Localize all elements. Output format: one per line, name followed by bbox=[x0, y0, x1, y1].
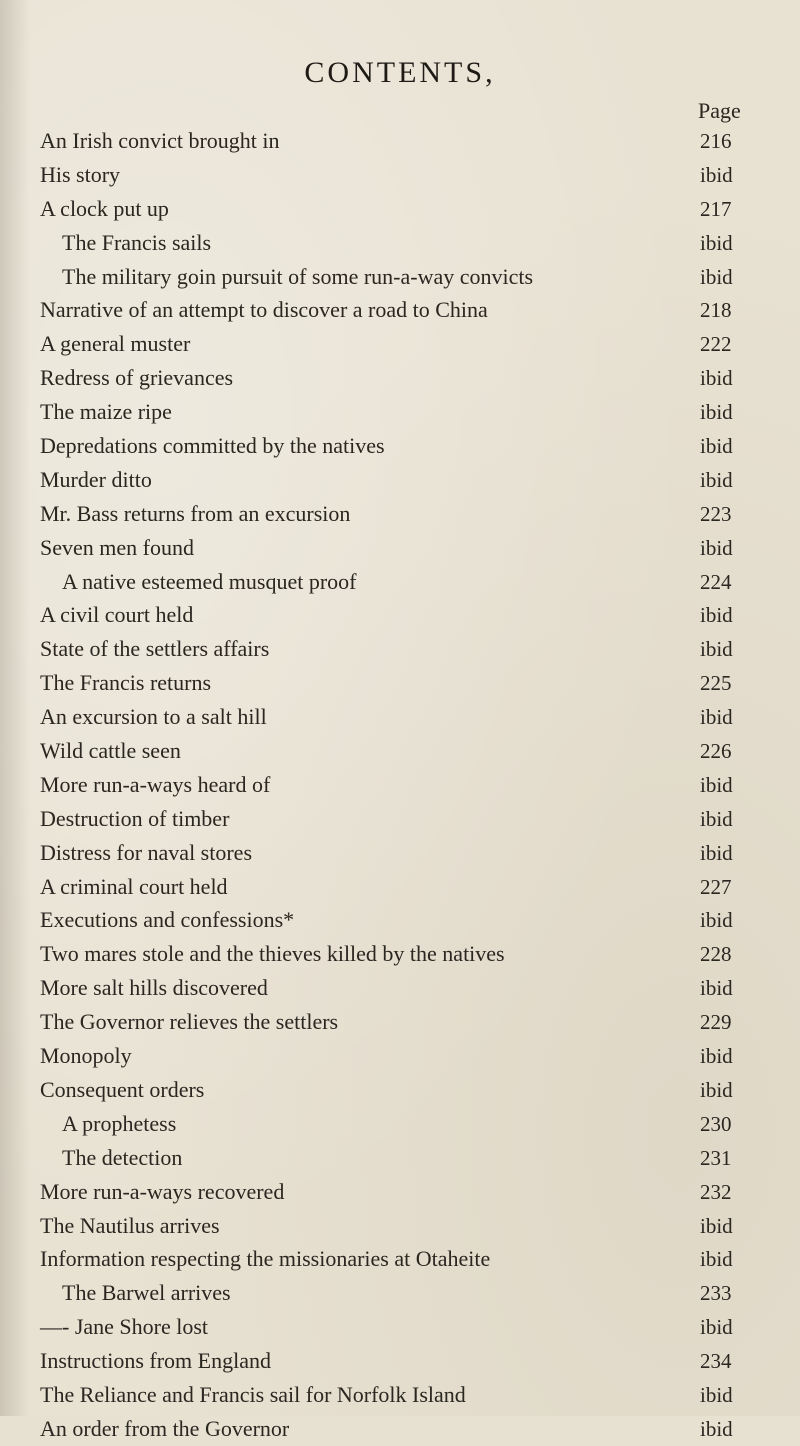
toc-entry-title: The detection bbox=[62, 1144, 183, 1170]
toc-entry-page: ibid bbox=[700, 400, 733, 425]
toc-entry-page: ibid bbox=[700, 434, 733, 459]
toc-entry-page: 228 bbox=[700, 942, 732, 967]
toc-entry-title: A prophetess bbox=[62, 1110, 177, 1136]
toc-entry-title: An Irish convict brought in bbox=[40, 128, 280, 153]
toc-entry bbox=[40, 395, 800, 429]
toc-entry bbox=[40, 971, 800, 1005]
toc-entry-title: An order from the Governor bbox=[40, 1415, 290, 1441]
toc-entry-title: The Francis sails bbox=[62, 229, 212, 255]
table-of-contents bbox=[40, 124, 800, 1446]
toc-entry bbox=[40, 1073, 800, 1107]
toc-entry-title: Redress of grievances bbox=[40, 365, 234, 391]
toc-entry-title: Executions and confessions* bbox=[40, 907, 295, 933]
toc-entry bbox=[40, 463, 800, 497]
toc-entry-page: 225 bbox=[700, 671, 732, 696]
toc-entry-title: A clock put up bbox=[40, 195, 169, 221]
toc-entry bbox=[40, 429, 800, 463]
toc-entry-title: The maize ripe bbox=[40, 399, 172, 425]
toc-entry bbox=[40, 870, 800, 904]
toc-entry-page: ibid bbox=[700, 1077, 733, 1102]
toc-entry bbox=[40, 158, 800, 192]
toc-entry-page: 222 bbox=[700, 332, 732, 357]
toc-entry-page: ibid bbox=[700, 772, 733, 797]
toc-entry-title: Distress for naval stores bbox=[40, 839, 253, 865]
toc-entry-title: State of the settlers affairs bbox=[40, 636, 270, 662]
toc-entry bbox=[40, 226, 800, 260]
toc-entry-page: ibid bbox=[700, 705, 733, 730]
toc-entry-title: The Nautilus arrives bbox=[40, 1212, 220, 1238]
toc-entry-page: 231 bbox=[700, 1145, 732, 1170]
toc-entry-title: The Barwel arrives bbox=[62, 1280, 231, 1306]
binding-shadow bbox=[0, 0, 30, 1416]
toc-entry-page: ibid bbox=[700, 1416, 733, 1441]
toc-entry-title: A general muster bbox=[40, 331, 191, 357]
toc-entry bbox=[40, 293, 800, 327]
toc-entry-title: Narrative of an attempt to discover a road to China bbox=[40, 297, 488, 323]
toc-entry-title: Two mares stole and the thieves killed by the natives bbox=[40, 941, 505, 967]
toc-entry-title: An excursion to a salt hill bbox=[40, 704, 267, 730]
toc-entry bbox=[40, 666, 800, 700]
toc-entry-page: ibid bbox=[700, 467, 733, 492]
toc-entry-title: The Reliance and Francis sail for Norfolk Island bbox=[40, 1381, 466, 1407]
toc-entry-title: Destruction of timber bbox=[40, 805, 230, 831]
toc-entry-page: ibid bbox=[700, 535, 733, 560]
toc-entry-title: Consequent orders bbox=[40, 1076, 205, 1102]
toc-entry-page: ibid bbox=[700, 1382, 733, 1407]
toc-entry-page: ibid bbox=[700, 637, 733, 662]
toc-entry-page: 227 bbox=[700, 874, 732, 899]
toc-entry bbox=[40, 565, 800, 599]
toc-entry-title: The Francis returns bbox=[40, 670, 212, 696]
toc-entry bbox=[40, 1107, 800, 1141]
toc-entry bbox=[40, 1141, 800, 1175]
toc-entry-page: ibid bbox=[700, 1044, 733, 1069]
toc-entry-title: Mr. Bass returns from an excursion bbox=[40, 500, 351, 526]
toc-entry-page: 229 bbox=[700, 1010, 732, 1035]
toc-entry-page: 223 bbox=[700, 501, 732, 526]
toc-entry bbox=[40, 734, 800, 768]
toc-entry-page: 226 bbox=[700, 739, 732, 764]
toc-entry-title: Seven men found bbox=[40, 534, 194, 560]
toc-entry-title: A native esteemed musquet proof bbox=[62, 568, 357, 594]
toc-entry-page: 218 bbox=[700, 298, 732, 323]
toc-entry-title: Wild cattle seen bbox=[40, 738, 181, 764]
toc-entry bbox=[40, 192, 800, 226]
toc-entry bbox=[40, 836, 800, 870]
toc-entry-title: More salt hills discovered bbox=[40, 975, 268, 1001]
toc-entry bbox=[40, 1209, 800, 1243]
toc-entry-page: ibid bbox=[700, 806, 733, 831]
toc-entry-page: ibid bbox=[700, 366, 733, 391]
toc-entry bbox=[40, 632, 800, 666]
toc-entry-page: ibid bbox=[700, 1213, 733, 1238]
toc-entry-title: The Governor relieves the settlers bbox=[40, 1009, 339, 1035]
toc-entry-title: Information respecting the missionaries at Otaheite bbox=[40, 1246, 491, 1272]
toc-entry-page: ibid bbox=[700, 908, 733, 933]
toc-entry-page: ibid bbox=[700, 840, 733, 865]
toc-entry bbox=[40, 361, 800, 395]
toc-entry-title: His story bbox=[40, 161, 121, 187]
toc-entry bbox=[40, 1005, 800, 1039]
toc-entry-page: 230 bbox=[700, 1111, 732, 1136]
toc-entry bbox=[40, 1242, 800, 1276]
toc-entry-page: ibid bbox=[700, 230, 733, 255]
toc-entry bbox=[40, 327, 800, 361]
toc-entry-page: 224 bbox=[700, 569, 732, 594]
toc-entry-page: 234 bbox=[700, 1349, 732, 1374]
toc-entry-title: Murder ditto bbox=[40, 466, 152, 492]
toc-entry-page: 217 bbox=[700, 196, 732, 221]
toc-entry bbox=[40, 1344, 800, 1378]
toc-entry-page: 216 bbox=[700, 129, 732, 153]
toc-entry-title: Monopoly bbox=[40, 1043, 132, 1069]
toc-entry bbox=[40, 937, 800, 971]
toc-entry bbox=[40, 1276, 800, 1310]
toc-entry-title: Depredations committed by the natives bbox=[40, 433, 385, 459]
toc-entry-page: 232 bbox=[700, 1179, 732, 1204]
toc-entry-title: The military goin pursuit of some run-a-way convicts bbox=[62, 263, 534, 289]
toc-entry bbox=[40, 124, 800, 158]
toc-entry-page: ibid bbox=[700, 976, 733, 1001]
toc-entry bbox=[40, 1310, 800, 1344]
page-column-header: Page bbox=[698, 98, 741, 123]
toc-entry-title: More run-a-ways recovered bbox=[40, 1178, 285, 1204]
toc-entry bbox=[40, 531, 800, 565]
toc-entry-title: —- Jane Shore lost bbox=[40, 1314, 209, 1340]
toc-entry bbox=[40, 1175, 800, 1209]
toc-entry bbox=[40, 903, 800, 937]
toc-entry bbox=[40, 598, 800, 632]
toc-entry-page: 233 bbox=[700, 1281, 732, 1306]
toc-entry-page: ibid bbox=[700, 1315, 733, 1340]
toc-entry-title: A civil court held bbox=[40, 602, 194, 628]
toc-entry-title: A criminal court held bbox=[40, 873, 228, 899]
toc-entry bbox=[40, 802, 800, 836]
toc-entry-page: ibid bbox=[700, 603, 733, 628]
toc-entry-title: Instructions from England bbox=[40, 1348, 271, 1374]
toc-entry-title: More run-a-ways heard of bbox=[40, 771, 271, 797]
toc-entry-page: ibid bbox=[700, 264, 733, 289]
toc-entry-page: ibid bbox=[700, 1247, 733, 1272]
toc-entry bbox=[40, 768, 800, 802]
toc-entry bbox=[40, 700, 800, 734]
toc-entry bbox=[40, 497, 800, 531]
toc-entry bbox=[40, 1412, 800, 1446]
toc-entry bbox=[40, 1378, 800, 1412]
toc-entry bbox=[40, 260, 800, 294]
toc-entry bbox=[40, 1039, 800, 1073]
toc-entry-page: ibid bbox=[700, 162, 733, 187]
page-title: CONTENTS, bbox=[304, 56, 496, 89]
